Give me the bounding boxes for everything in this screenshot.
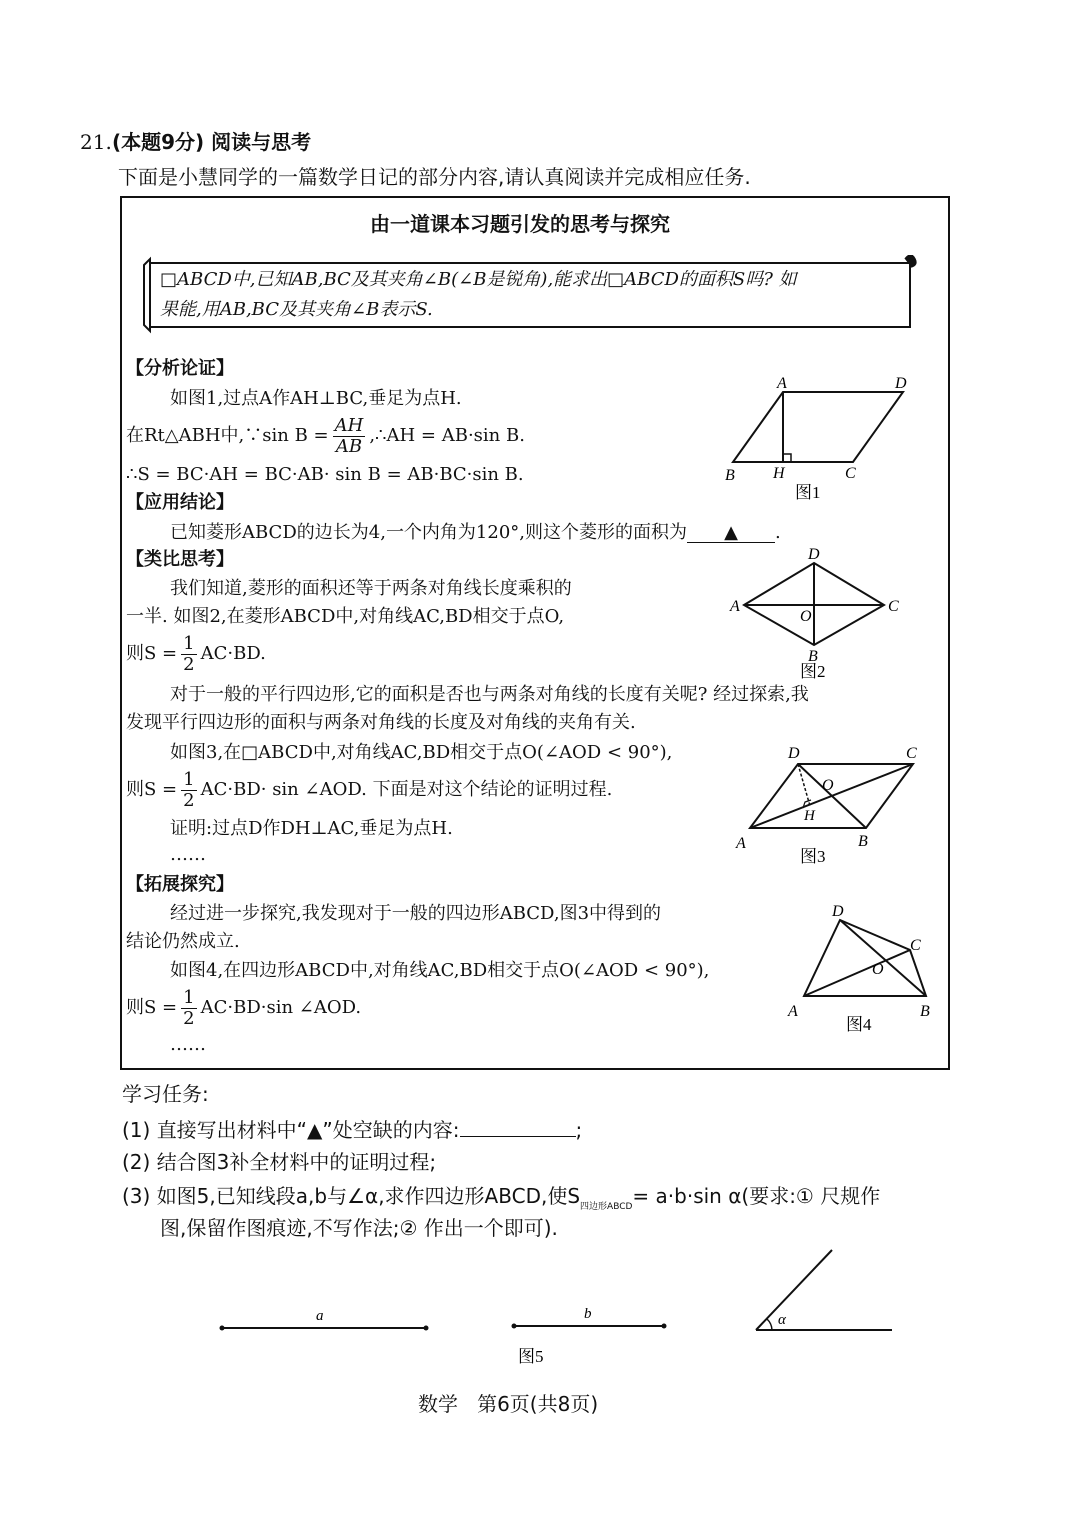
fraction-half-3 <box>181 988 196 1029</box>
task-3-post: = a·b·sin α(要求:① 尺规作 <box>632 1184 881 1208</box>
fig4-diagonal-ac <box>804 950 910 996</box>
scroll-line-1: □ABCD中,已知AB,BC及其夹角∠B(∠B是锐角),能求出□ABCD的面积S吗? 如 <box>160 269 797 290</box>
analogy-line-5: 发现平行四边形的面积与两条对角线的长度及对角线的夹角有关. <box>126 712 636 733</box>
analogy-heading: 【类比思考】 <box>126 549 234 570</box>
fraction-half-2 <box>181 770 196 811</box>
figure-1 <box>715 370 925 505</box>
figure-2 <box>722 545 912 680</box>
fig4-label-a: A <box>788 1003 798 1020</box>
fig2-label-b: B <box>808 648 818 665</box>
figure-5 <box>210 1240 910 1380</box>
page-footer: 数学 第6页(共8页) <box>418 1392 599 1416</box>
analysis-line-2 <box>126 414 525 458</box>
question-intro: 下面是小慧同学的一篇数学日记的部分内容,请认真阅读并完成相应任务. <box>118 165 751 189</box>
fig5-angle-side-2 <box>756 1250 832 1330</box>
analysis-line-1: 如图1,过点A作AH⊥BC,垂足为点H. <box>170 388 462 409</box>
extension-line-4 <box>126 986 361 1030</box>
fig1-parallelogram <box>733 392 903 462</box>
fraction-numerator: AH <box>334 414 364 436</box>
fig2-label-a: A <box>730 598 740 615</box>
fig2-label-c: C <box>888 598 899 615</box>
application-heading: 【应用结论】 <box>126 492 234 513</box>
application-blank: ▲ <box>687 524 775 543</box>
analysis-line-3: ∴S = BC·AH = BC·AB· sin B = AB·BC·sin B. <box>126 464 524 485</box>
task-3 <box>122 1186 880 1212</box>
tasks-heading: 学习任务: <box>122 1082 209 1106</box>
fraction-ah-ab <box>333 416 366 457</box>
fig3-label-d: D <box>788 745 800 762</box>
fraction-denominator: 2 <box>183 653 195 675</box>
analysis-line-2-post: ,∴AH = AB·sin B. <box>369 425 525 446</box>
fraction-denominator: 2 <box>183 1007 195 1029</box>
extension-line-3: 如图4,在四边形ABCD中,对角线AC,BD相交于点O(∠AOD < 90°), <box>170 960 710 981</box>
fig4-label-c: C <box>910 937 921 954</box>
analogy-line-6: 如图3,在□ABCD中,对角线AC,BD相交于点O(∠AOD < 90°), <box>170 742 673 763</box>
analogy-line-7 <box>126 768 612 812</box>
fraction-numerator: 1 <box>183 986 195 1008</box>
fraction-numerator: 1 <box>183 632 195 654</box>
analogy-line-3 <box>126 632 266 676</box>
analogy-line-7-post: AC·BD· sin ∠AOD. 下面是对这个结论的证明过程. <box>200 779 613 800</box>
fig5-endpoint <box>424 1326 429 1331</box>
task-1-answer-blank[interactable] <box>460 1118 576 1137</box>
analogy-line-1: 我们知道,菱形的面积还等于两条对角线长度乘积的 <box>170 578 572 599</box>
fig1-right-angle <box>783 454 791 462</box>
analogy-line-3-post: AC·BD. <box>200 643 266 664</box>
extension-line-1: 经过进一步探究,我发现对于一般的四边形ABCD,图3中得到的 <box>170 903 662 924</box>
fig3-label-b: B <box>858 833 868 850</box>
fig5-caption: 图5 <box>518 1347 544 1366</box>
figure-4 <box>782 900 942 1040</box>
fraction-half-1 <box>181 634 196 675</box>
analogy-ellipsis: …… <box>170 844 206 865</box>
fig5-label-alpha: α <box>778 1312 786 1328</box>
task-3-line-2: 图,保留作图痕迹,不写作法;② 作出一个即可). <box>160 1216 558 1240</box>
analogy-line-7-pre: 则S = <box>126 779 178 800</box>
fig3-label-a: A <box>736 835 746 852</box>
application-text: 已知菱形ABCD的边长为4,一个内角为120°,则这个菱形的面积为 <box>170 522 688 543</box>
task-1-end: ; <box>575 1118 583 1142</box>
analogy-line-8: 证明:过点D作DH⊥AC,垂足为点H. <box>170 818 453 839</box>
fig3-label-h: H <box>804 808 815 824</box>
fig5-endpoint <box>662 1324 667 1329</box>
fig3-label-o: O <box>822 777 834 794</box>
task-2: (2) 结合图3补全材料中的证明过程; <box>122 1150 437 1174</box>
task-3-subscript: 四边形ABCD <box>580 1202 633 1212</box>
scroll-line-2: 果能,用AB,BC及其夹角∠B表示S. <box>160 299 433 320</box>
fig5-endpoint <box>220 1326 225 1331</box>
fig4-caption: 图4 <box>846 1015 872 1034</box>
fig1-label-c: C <box>845 465 856 482</box>
analogy-line-4: 对于一般的平行四边形,它的面积是否也与两条对角线的长度有关呢? 经过探索,我 <box>170 684 809 705</box>
analysis-line-2-pre: 在Rt△ABH中,∵sin B = <box>126 425 329 446</box>
task-1 <box>122 1118 582 1140</box>
fraction-denominator: AB <box>335 435 363 457</box>
fig5-label-b: b <box>584 1306 592 1322</box>
task-3-pre: (3) 如图5,已知线段a,b与∠α,求作四边形ABCD,使S <box>122 1184 581 1208</box>
fig3-label-c: C <box>906 745 917 762</box>
extension-ellipsis: …… <box>170 1034 206 1055</box>
fig2-caption: 图2 <box>800 662 826 680</box>
extension-line-4-post: AC·BD·sin ∠AOD. <box>200 997 362 1018</box>
analogy-line-2: 一半. 如图2,在菱形ABCD中,对角线AC,BD相交于点O, <box>126 606 565 627</box>
fraction-denominator: 2 <box>183 789 195 811</box>
question-header: (本题9分) 阅读与思考 <box>112 130 312 154</box>
fig1-label-a: A <box>777 375 787 392</box>
fig4-label-o: O <box>872 961 884 978</box>
fig1-caption: 图1 <box>795 483 821 502</box>
fig1-label-d: D <box>895 375 907 392</box>
fraction-numerator: 1 <box>183 768 195 790</box>
extension-heading: 【拓展探究】 <box>126 874 234 895</box>
application-line <box>170 524 781 543</box>
analysis-heading: 【分析论证】 <box>126 358 234 379</box>
application-end: . <box>775 522 781 543</box>
fig5-angle-arc <box>767 1319 772 1330</box>
diary-title: 由一道课本习题引发的思考与探究 <box>370 212 670 236</box>
fig2-label-o: O <box>800 608 812 625</box>
fig1-label-h: H <box>773 465 785 482</box>
fig4-label-b: B <box>920 1003 930 1020</box>
extension-line-4-pre: 则S = <box>126 997 178 1018</box>
scroll-banner <box>140 255 920 335</box>
figure-3 <box>728 740 928 870</box>
question-number: 21. <box>80 130 112 154</box>
extension-line-2: 结论仍然成立. <box>126 931 240 952</box>
fig2-label-d: D <box>808 546 820 563</box>
fig4-quadrilateral <box>804 920 926 996</box>
fig5-label-a: a <box>316 1308 324 1324</box>
fig5-endpoint <box>512 1324 517 1329</box>
analogy-line-3-pre: 则S = <box>126 643 178 664</box>
fig1-label-b: B <box>725 467 735 484</box>
task-1-text: (1) 直接写出材料中“▲”处空缺的内容: <box>122 1118 460 1142</box>
fig3-caption: 图3 <box>800 847 826 866</box>
fig4-label-d: D <box>832 903 844 920</box>
